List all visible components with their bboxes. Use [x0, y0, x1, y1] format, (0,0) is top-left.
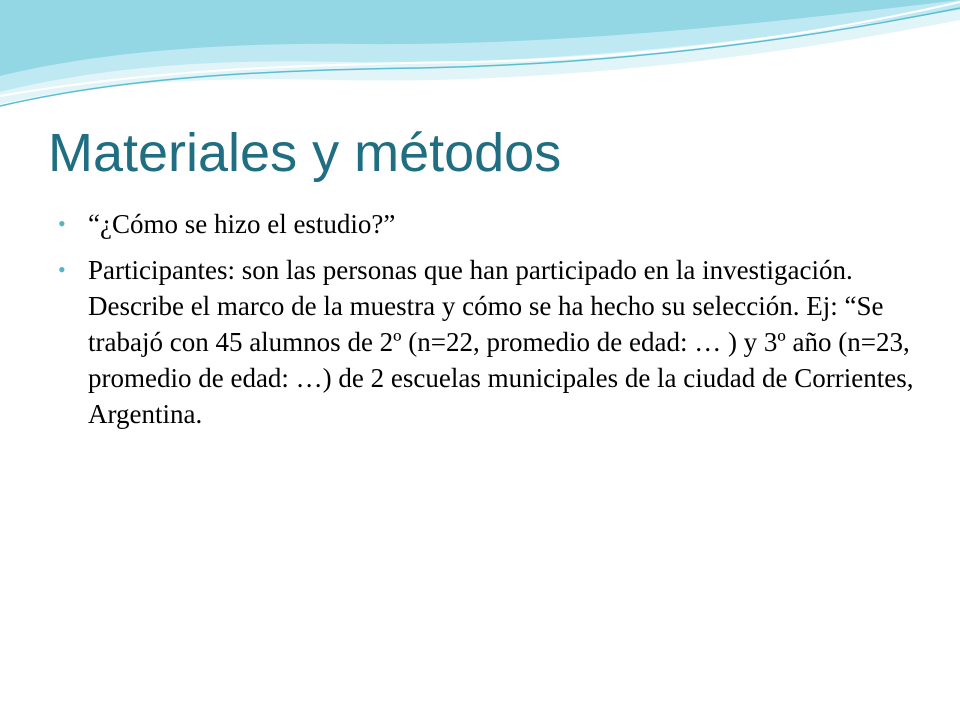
- bullet-item: [56, 206, 916, 242]
- bullet-text: “¿Cómo se hizo el estudio?”: [88, 209, 396, 239]
- bullet-text: Participantes: son las personas que han participado en la investigación. Describe el marco de la muestra y cómo se ha hecho su selección. Ej: “Se trabajó con 45 alumnos de 2º (n=22, promedio de edad: … ) y 3º año (n=23, promedio de edad: …) de 2 escuelas municipales de la ciudad de Corrientes, Argentina.: [88, 255, 914, 429]
- bullet-item: [56, 252, 916, 432]
- slide-title: Materiales y métodos: [48, 123, 562, 183]
- header-wave-decoration: [0, 0, 960, 120]
- bullet-dot-icon: •: [58, 211, 66, 236]
- bullet-list: [56, 206, 916, 442]
- bullet-dot-icon: •: [58, 257, 66, 282]
